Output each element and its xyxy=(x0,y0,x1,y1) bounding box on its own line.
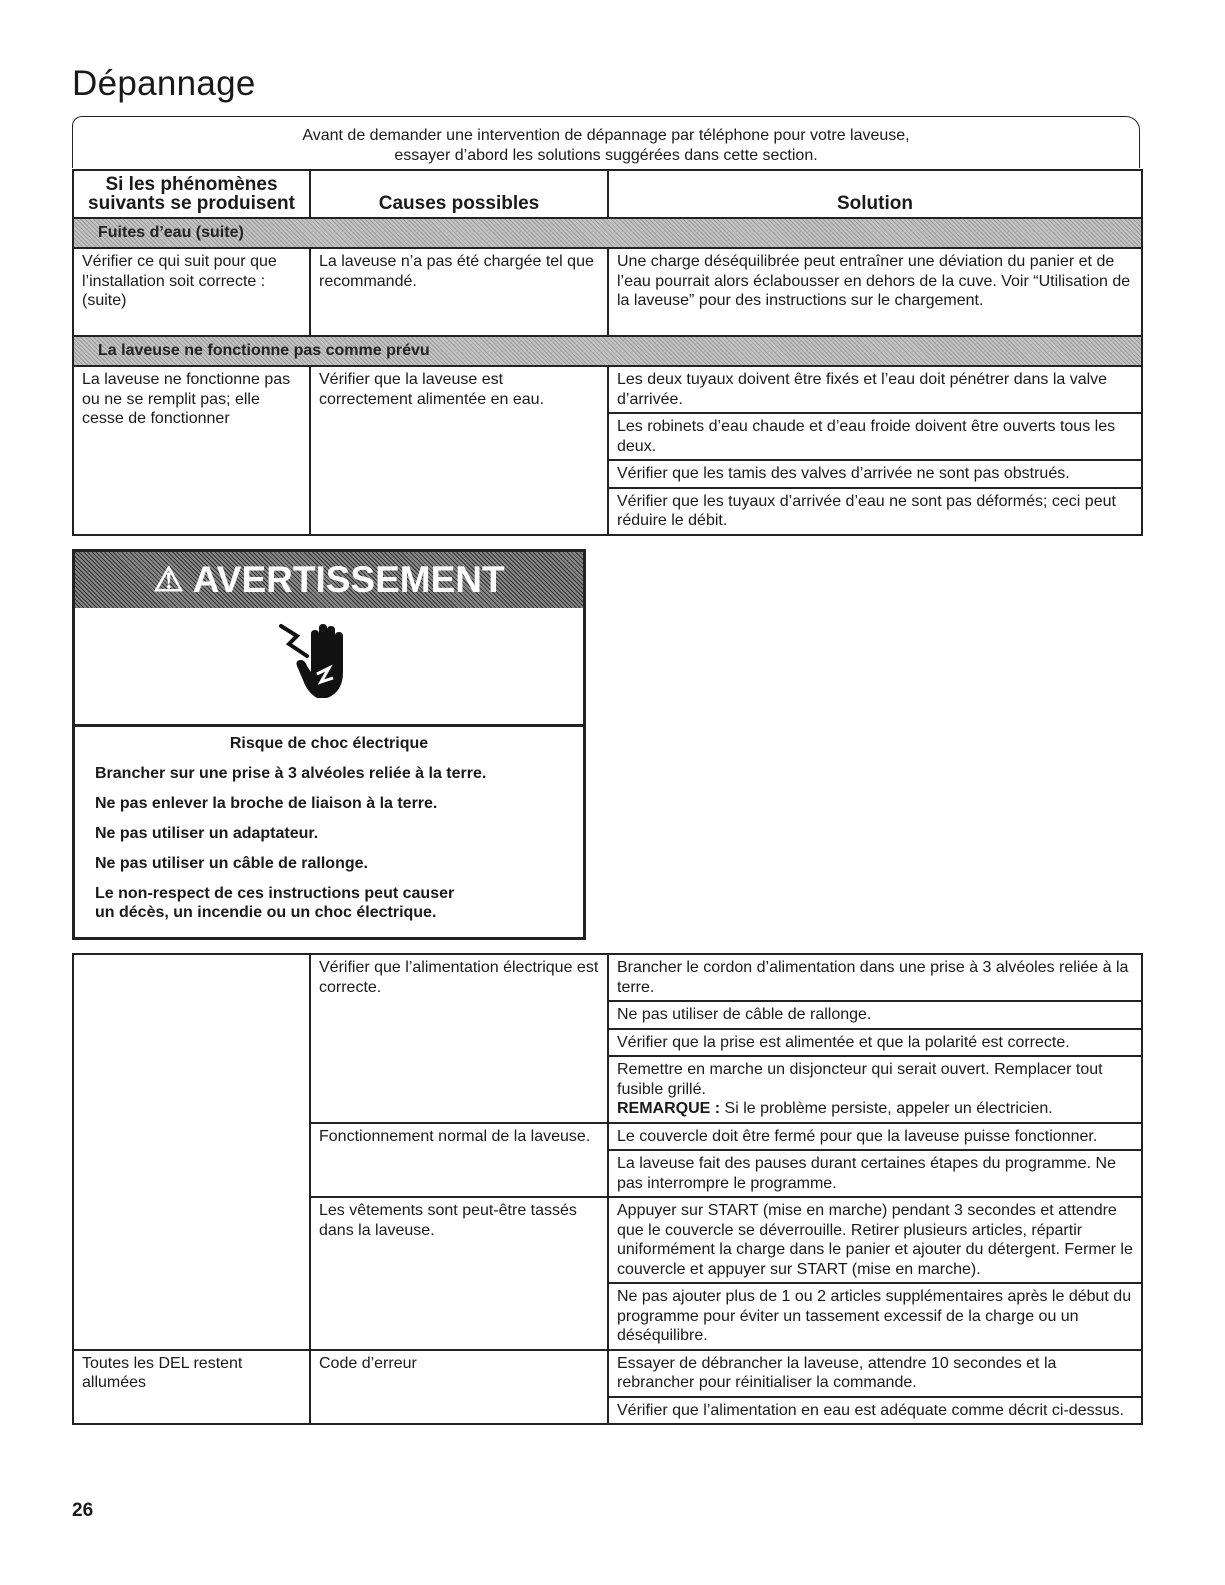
cause-cell: La laveuse n’a pas été chargée tel que recommandé. xyxy=(310,248,608,336)
table-header-row xyxy=(73,170,1142,218)
troubleshooting-table-bottom xyxy=(72,953,1143,1425)
table-row xyxy=(73,366,1142,535)
solution-item: Appuyer sur START (mise en marche) pendant 3 secondes et attendre que le couvercle se déverrouille. Retirer plusieurs articles, répartir uniformément la charge dans le panier et ajouter du détergent. Fermer le couvercle et appuyer sur START (mise en marche). xyxy=(617,1202,1133,1278)
solution-cell xyxy=(608,1350,1142,1425)
warning-triangle-icon: ⚠ xyxy=(153,561,184,599)
header-causes: Causes possibles xyxy=(310,170,608,218)
solution-list xyxy=(609,1198,1141,1349)
header-symptoms-line-2: suivants se produisent xyxy=(88,193,295,214)
solution-item: Ne pas ajouter plus de 1 ou 2 articles supplémentaires après le début du programme pour éviter un tassement excessif de la charge ou un déséquilibre. xyxy=(609,1282,1141,1349)
solution-item: Vérifier que l’alimentation en eau est adéquate comme décrit ci-dessus. xyxy=(609,1396,1141,1424)
note-text: Si le problème persiste, appeler un électricien. xyxy=(720,1100,1053,1117)
section-row-operation xyxy=(73,336,1142,366)
cause-cell: Code d’erreur xyxy=(310,1350,608,1425)
table-row xyxy=(73,248,1142,336)
symptom-cell: Vérifier ce qui suit pour que l’installation soit correcte : (suite) xyxy=(73,248,310,336)
warning-header-label: AVERTISSEMENT xyxy=(192,559,505,600)
warning-header xyxy=(75,552,583,608)
header-solution: Solution xyxy=(608,170,1142,218)
section-row-leaks xyxy=(73,218,1142,248)
solution-item: La laveuse fait des pauses durant certaines étapes du programme. Ne pas interrompre le programme. xyxy=(609,1149,1141,1196)
note xyxy=(617,1099,1133,1119)
header-symptoms xyxy=(73,170,310,218)
solution-cell xyxy=(608,954,1142,1123)
table-row xyxy=(73,954,1142,1123)
solution-item: Vérifier que les tuyaux d’arrivée d’eau ne sont pas déformés; ceci peut réduire le débit. xyxy=(609,487,1141,534)
warning-line: Ne pas enlever la broche de liaison à la terre. xyxy=(95,795,438,812)
solution-item: Vérifier que les tamis des valves d’arrivée ne sont pas obstrués. xyxy=(609,459,1141,487)
cause-cell: Vérifier que la laveuse est correctement alimentée en eau. xyxy=(310,366,608,535)
solution-item-text: Remettre en marche un disjoncteur qui serait ouvert. Remplacer tout fusible grillé. xyxy=(617,1061,1103,1098)
symptom-cell xyxy=(73,954,310,1350)
warning-line xyxy=(75,903,583,922)
solution-cell xyxy=(608,1123,1142,1198)
section-title-operation-label: La laveuse ne fonctionne pas comme prévu xyxy=(98,342,430,359)
symptom-cell: La laveuse ne fonctionne pas ou ne se remplit pas; elle cesse de fonctionner xyxy=(73,366,310,535)
table-row xyxy=(73,1350,1142,1425)
troubleshooting-table-top xyxy=(72,169,1143,536)
solution-list xyxy=(609,1351,1141,1424)
warning-icon-panel xyxy=(75,608,583,727)
warning-text xyxy=(75,734,583,933)
warning-line: Brancher sur une prise à 3 alvéoles reliée à la terre. xyxy=(95,765,487,782)
solution-list xyxy=(609,955,1141,1122)
solution-cell xyxy=(608,366,1142,535)
warning-line-5a: Le non-respect de ces instructions peut causer xyxy=(95,885,455,902)
cause-cell: Vérifier que l’alimentation électrique est correcte. xyxy=(310,954,608,1123)
solution-item: Ne pas utiliser de câble de rallonge. xyxy=(609,1000,1141,1028)
electric-shock-hand-icon xyxy=(277,622,357,702)
intro-line-1: Avant de demander une intervention de dépannage par téléphone pour votre laveuse, xyxy=(302,127,910,144)
cause-cell: Fonctionnement normal de la laveuse. xyxy=(310,1123,608,1198)
page-title: Dépannage xyxy=(72,64,256,103)
warning-risk: Risque de choc électrique xyxy=(229,735,429,752)
warning-line: Ne pas utiliser un câble de rallonge. xyxy=(95,855,368,872)
solution-item: Essayer de débrancher la laveuse, attendre 10 secondes et la rebrancher pour réinitialiser la commande. xyxy=(617,1354,1057,1391)
solution-item: Les deux tuyaux doivent être fixés et l’eau doit pénétrer dans la valve d’arrivée. xyxy=(617,371,1108,408)
page-number: 26 xyxy=(72,1500,94,1521)
warning-box xyxy=(72,549,586,940)
note-label: REMARQUE : xyxy=(617,1100,721,1117)
cause-cell: Les vêtements sont peut-être tassés dans la laveuse. xyxy=(310,1197,608,1350)
intro-line-2: essayer d’abord les solutions suggérées dans cette section. xyxy=(394,147,818,164)
solution-item: Brancher le cordon d’alimentation dans une prise à 3 alvéoles reliée à la terre. xyxy=(617,959,1129,996)
solution-cell: Une charge déséquilibrée peut entraîner une déviation du panier et de l’eau pourrait alors éclabousser en dehors de la cuve. Voir “Utilisation de la laveuse” pour des instructions sur le chargement. xyxy=(608,248,1142,336)
intro-text xyxy=(72,126,1140,166)
warning-line xyxy=(75,884,583,903)
symptom-cell: Toutes les DEL restent allumées xyxy=(73,1350,310,1425)
solution-item xyxy=(609,1055,1141,1122)
section-title-leaks-label: Fuites d’eau (suite) xyxy=(98,224,244,241)
solution-list xyxy=(609,1124,1141,1197)
solution-item: Le couvercle doit être fermé pour que la laveuse puisse fonctionner. xyxy=(617,1127,1098,1145)
header-symptoms-line-1: Si les phénomènes xyxy=(105,174,278,195)
solution-list xyxy=(609,367,1141,534)
section-title-leaks xyxy=(73,218,1142,248)
warning-line-5b: un décès, un incendie ou un choc électrique. xyxy=(95,904,437,921)
warning-line: Ne pas utiliser un adaptateur. xyxy=(95,825,319,842)
section-title-operation xyxy=(73,336,1142,366)
solution-item: Vérifier que la prise est alimentée et que la polarité est correcte. xyxy=(609,1028,1141,1056)
solution-item: Les robinets d’eau chaude et d’eau froide doivent être ouverts tous les deux. xyxy=(609,412,1141,459)
solution-cell xyxy=(608,1197,1142,1350)
